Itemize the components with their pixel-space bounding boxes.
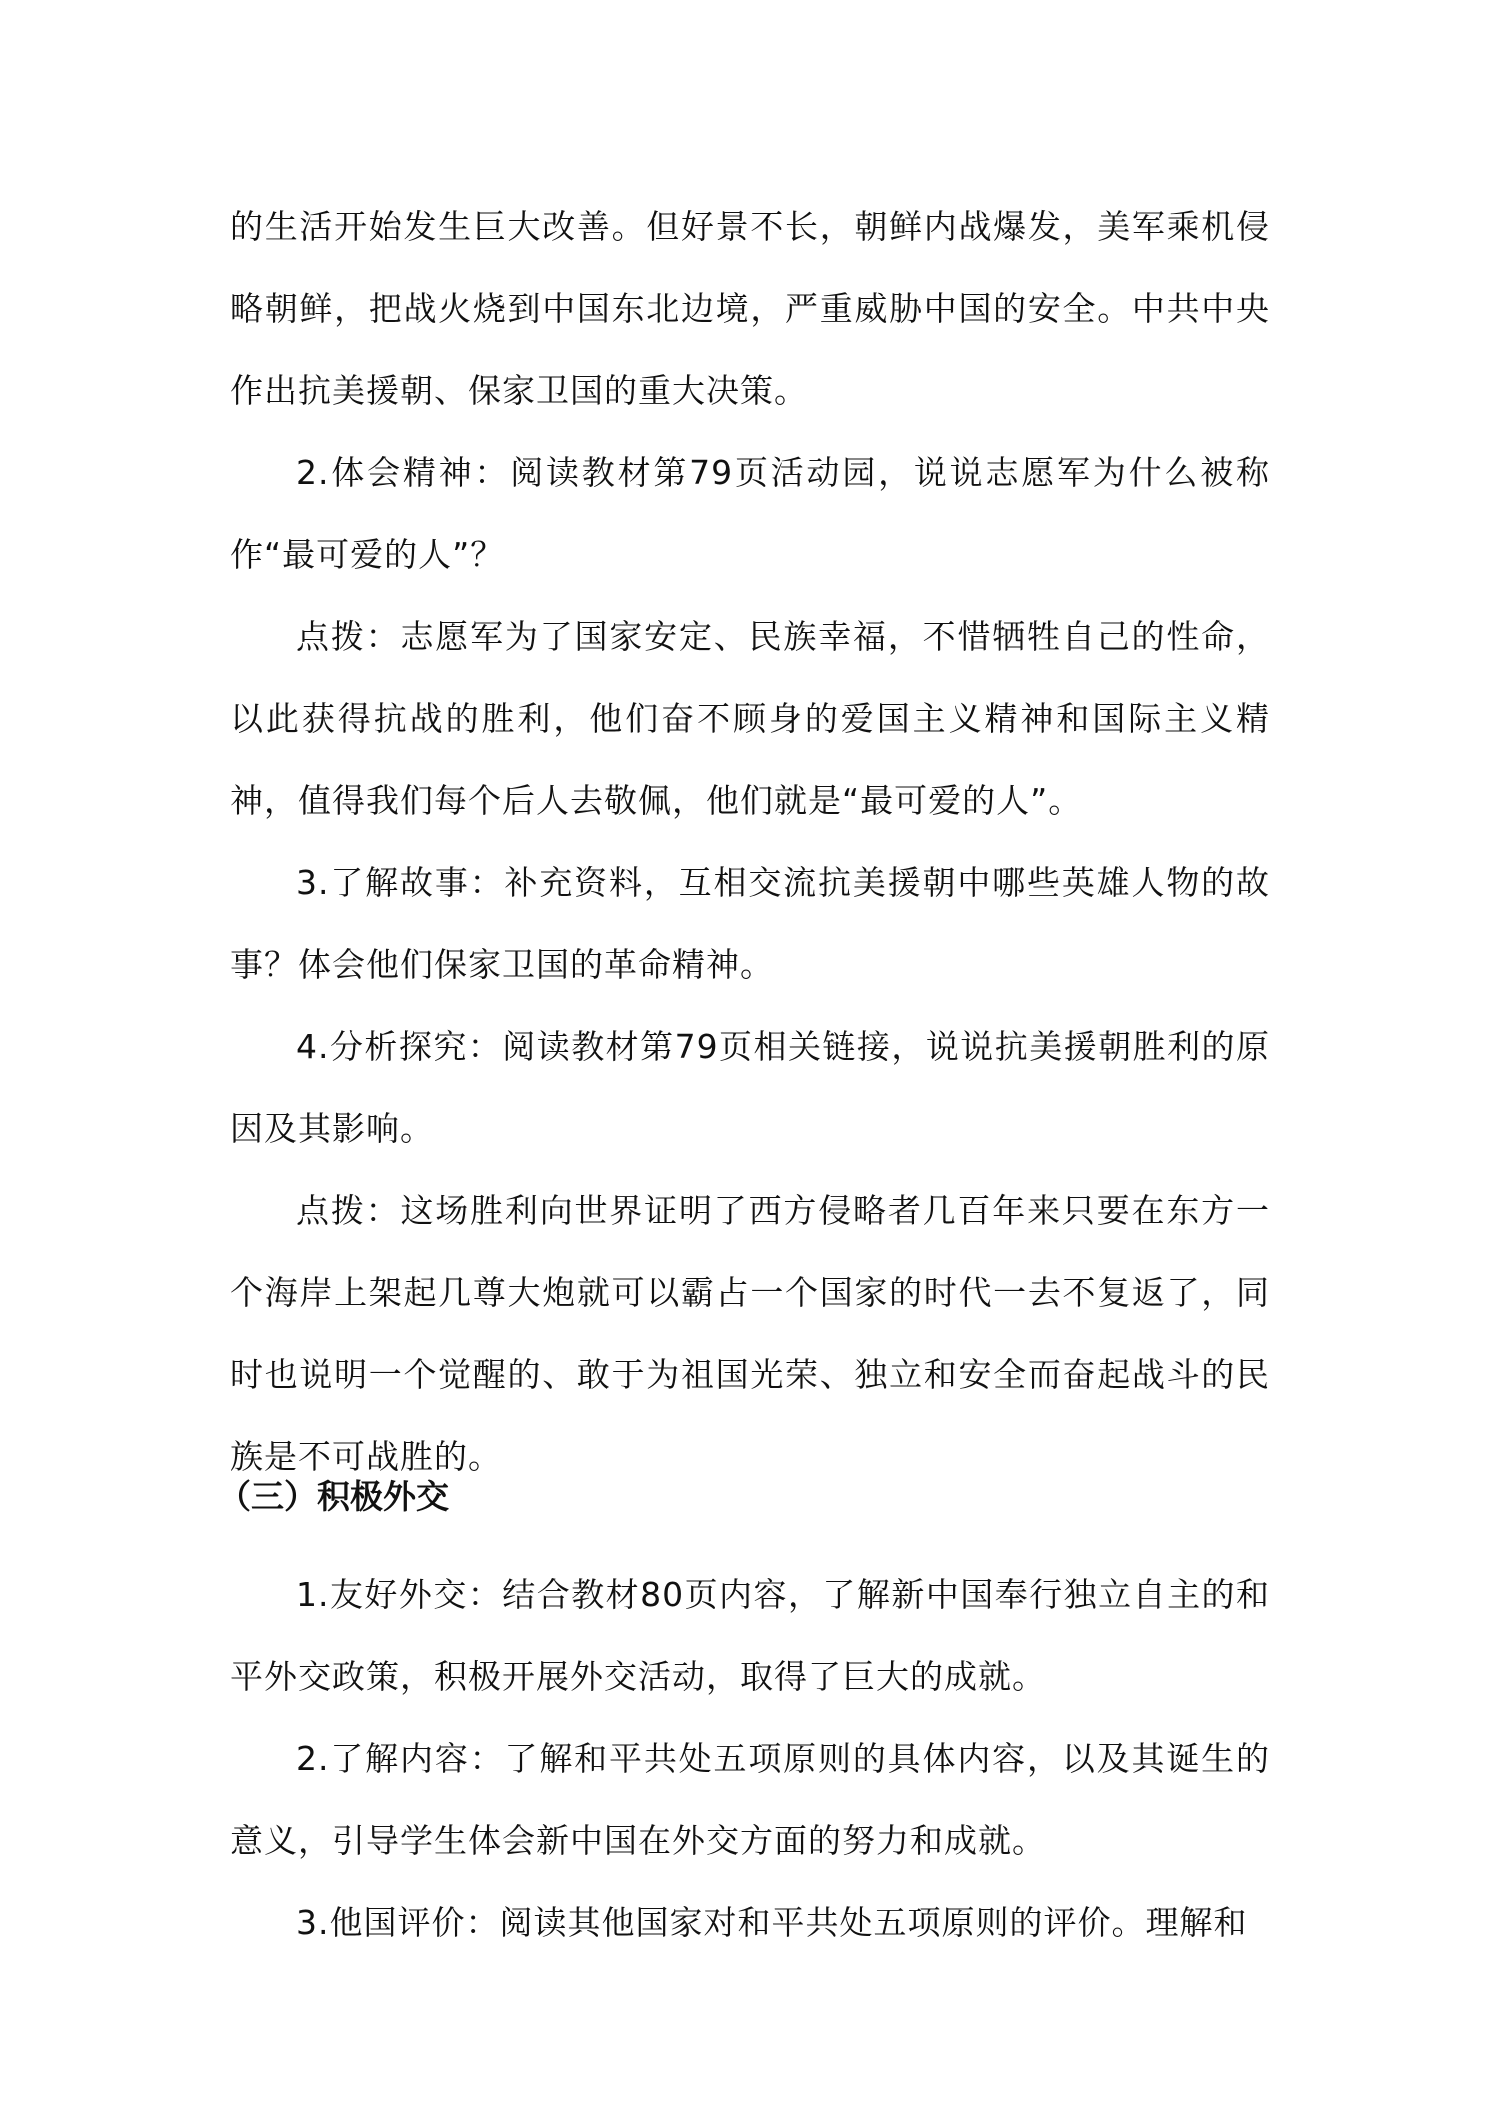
paragraph-analysis: 4.分析探究：阅读教材第79页相关链接，说说抗美援朝胜利的原因及其影响。 (230, 1027, 1270, 1148)
section-heading: （三）积极外交 (218, 1477, 449, 1516)
paragraph-principles: 2.了解内容：了解和平共处五项原则的具体内容，以及其诞生的意义，引导学生体会新中国在外交方面的努力和成就。 (230, 1739, 1270, 1860)
paragraph-analysis-hint: 点拨：这场胜利向世界证明了西方侵略者几百年来只要在东方一个海岸上架起几尊大炮就可以霸占一个国家的时代一去不复返了，同时也说明一个觉醒的、敢于为祖国光荣、独立和安全而奋起战斗的民族是不可战胜的。 (230, 1191, 1270, 1476)
paragraph-spirit: 2.体会精神：阅读教材第79页活动园，说说志愿军为什么被称作“最可爱的人”？ (230, 453, 1270, 574)
paragraph-spirit-hint: 点拨：志愿军为了国家安定、民族幸福，不惜牺牲自己的性命，以此获得抗战的胜利，他们奋不顾身的爱国主义精神和国际主义精神，值得我们每个后人去敬佩，他们就是“最可爱的人”。 (230, 617, 1270, 820)
paragraph-stories: 3.了解故事：补充资料，互相交流抗美援朝中哪些英雄人物的故事？体会他们保家卫国的革命精神。 (230, 863, 1270, 984)
paragraph-diplomacy: 1.友好外交：结合教材80页内容，了解新中国奉行独立自主的和平外交政策，积极开展外交活动，取得了巨大的成就。 (230, 1575, 1270, 1696)
paragraph-intro: 的生活开始发生巨大改善。但好景不长，朝鲜内战爆发，美军乘机侵略朝鲜，把战火烧到中国东北边境，严重威胁中国的安全。中共中央作出抗美援朝、保家卫国的重大决策。 (230, 207, 1270, 410)
paragraph-evaluation: 3.他国评价：阅读其他国家对和平共处五项原则的评价。理解和 (296, 1903, 1248, 1942)
